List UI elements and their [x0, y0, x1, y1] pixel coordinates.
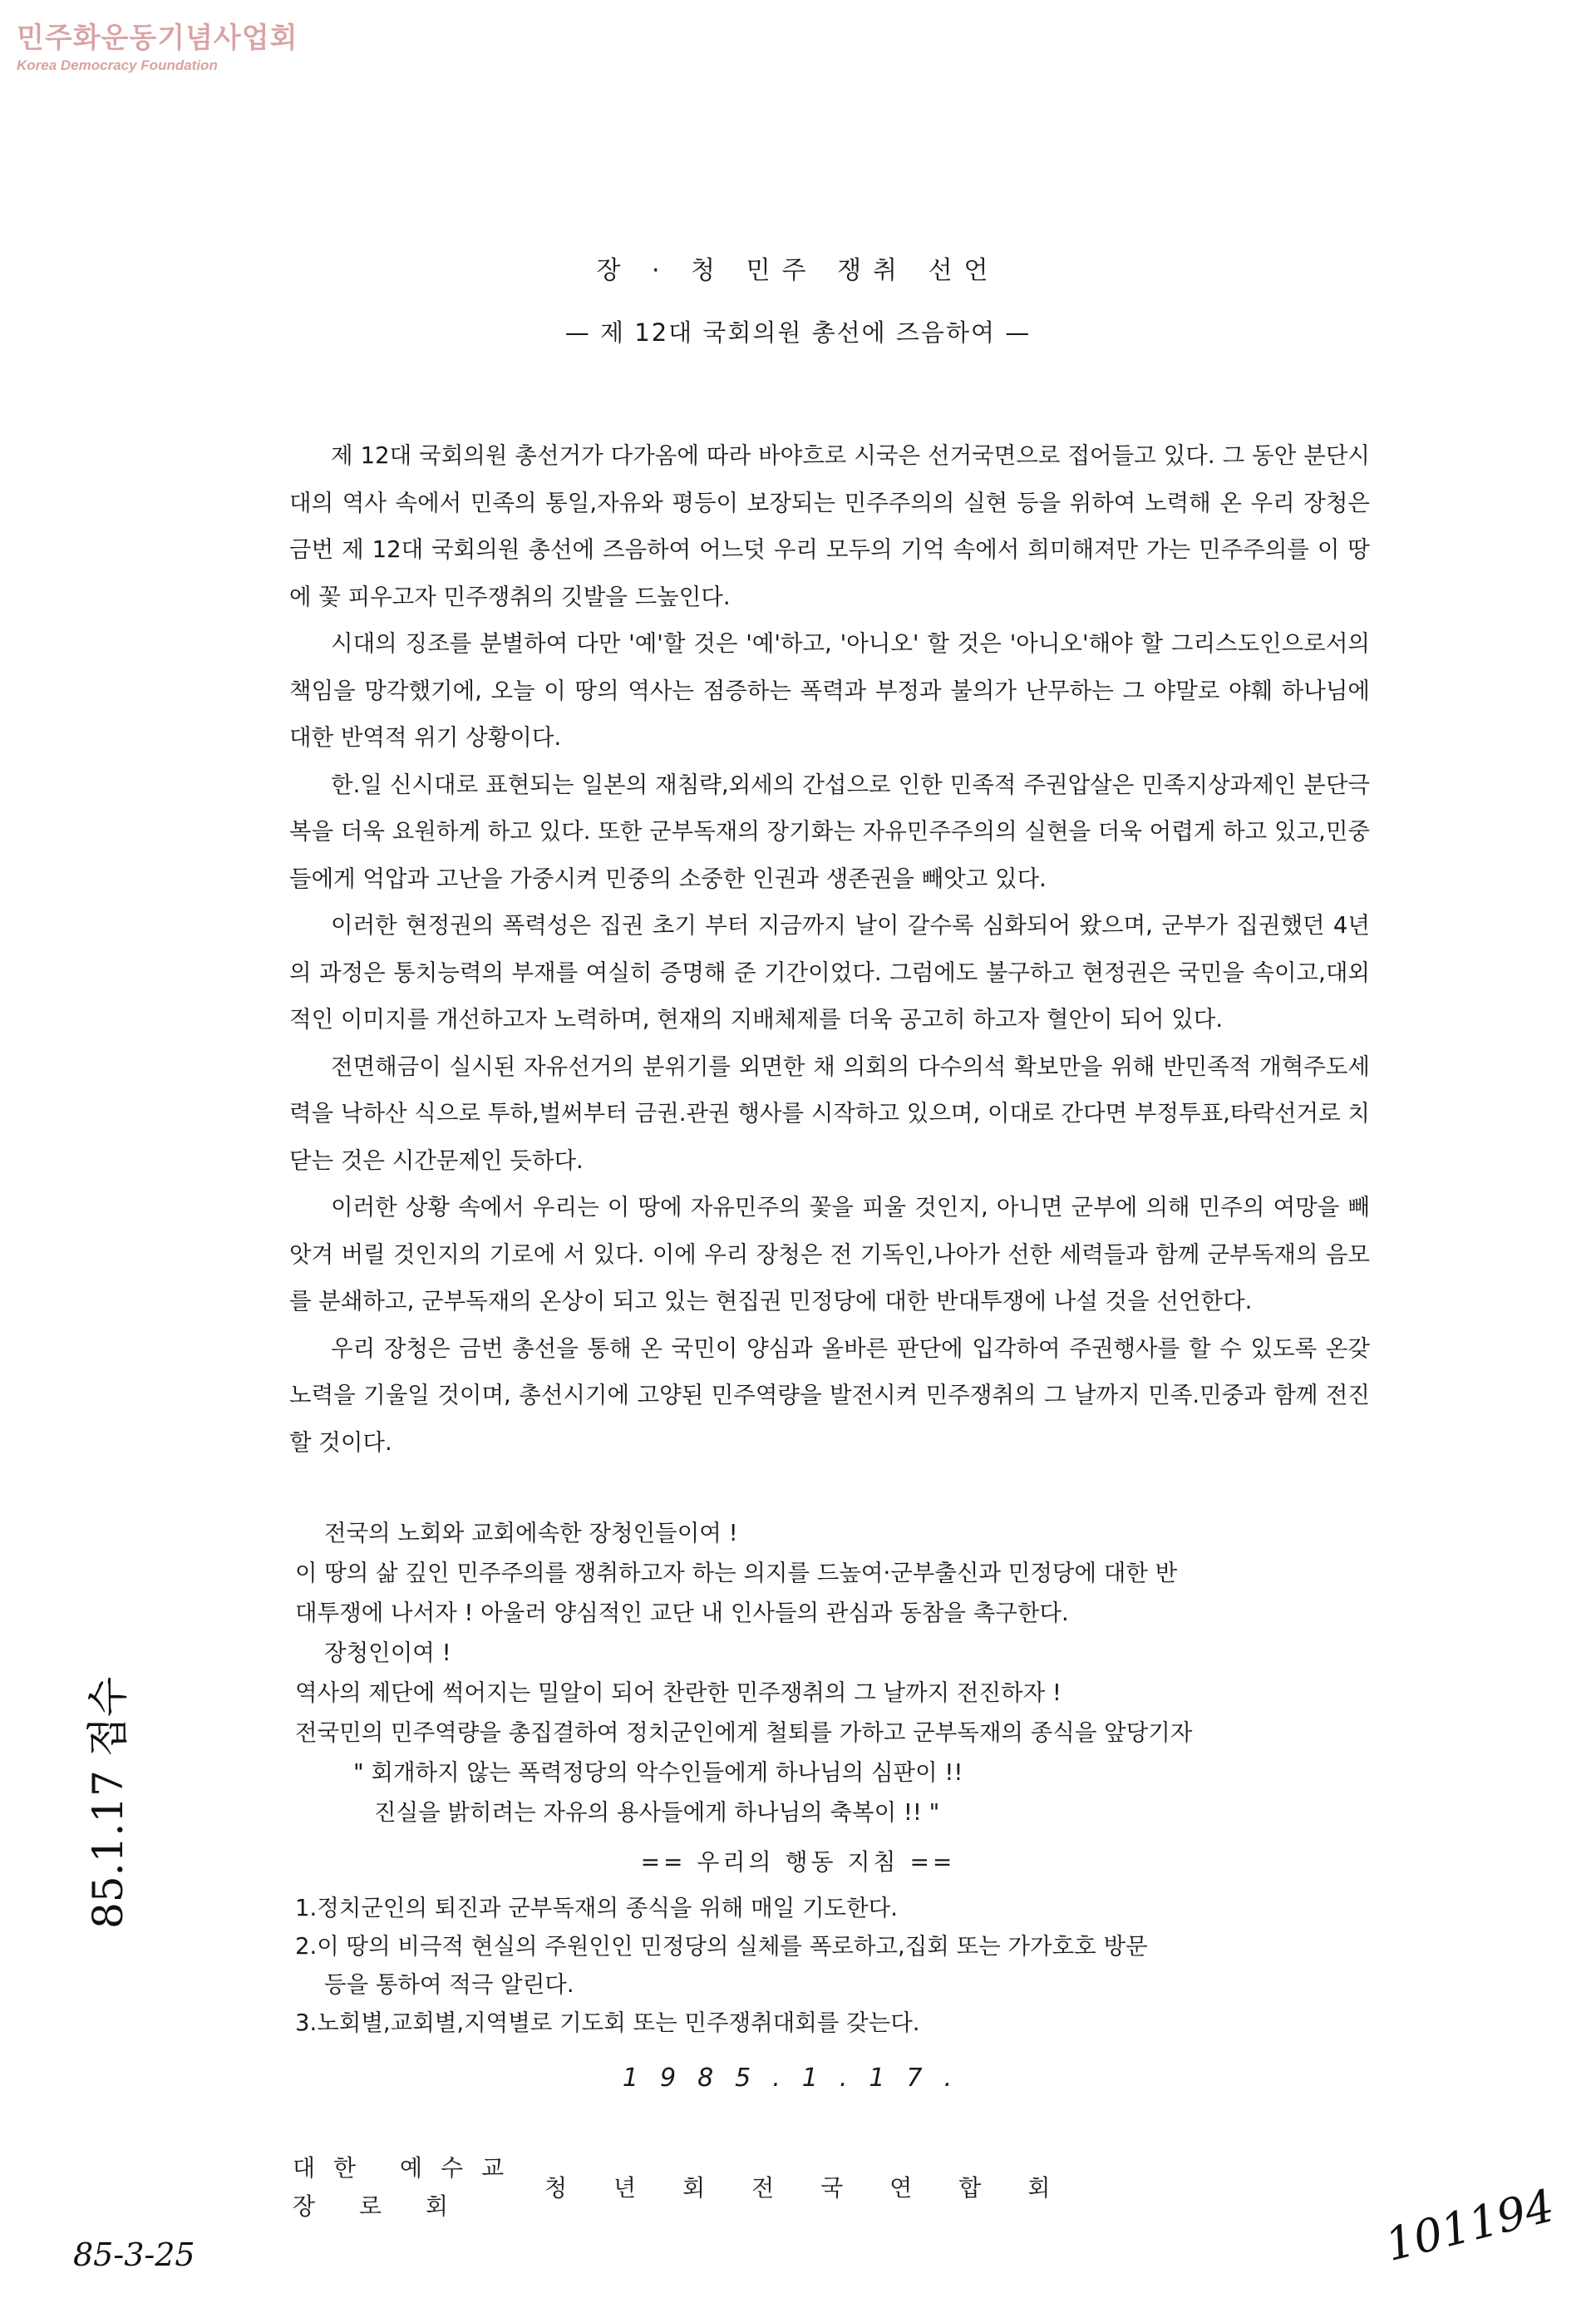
appeal-line: 전국민의 민주역량을 총집결하여 정치군인에게 철퇴를 가하고 군부독재의 종식을 앞당기자 — [295, 1719, 1193, 1746]
handwritten-archive-number: 101194 — [1380, 2179, 1559, 2271]
guide-item: 3.노회별,교회별,지역별로 기도회 또는 민주쟁취대회를 갖는다. — [295, 2010, 920, 2036]
appeal-section — [295, 1513, 1376, 1832]
appeal-line: 역사의 제단에 썩어지는 밀알이 되어 찬란한 민주쟁취의 그 날까지 전진하자 ! — [295, 1679, 1062, 1706]
appeal-line: 대투쟁에 나서자 ! 아울러 양심적인 교단 내 인사들의 관심과 동참을 촉구한다. — [295, 1600, 1069, 1626]
document-subtitle: — 제 12대 국회의원 총선에 즈음하여 — — [564, 318, 1032, 347]
paragraph: 전면해금이 실시된 자유선거의 분위기를 외면한 채 의회의 다수의석 확보만을 위해 반민족적 개혁주도세력을 낙하산 식으로 투하,벌써부터 금권.관권 행사를 시작하고 있으며, 이대로 간다면 부정투표,타락선거로 치닫는 것은 시간문제인 듯하다. — [289, 1053, 1370, 1174]
document-date: 1985.1.17. — [622, 2064, 974, 2093]
action-guide-list — [295, 1889, 1376, 2042]
guide-item: 1.정치군인의 퇴진과 군부독재의 종식을 위해 매일 기도한다. — [295, 1895, 898, 1921]
guide-item-continuation: 등을 통하여 적극 알린다. — [324, 1971, 574, 1998]
signature-line: 대한 예수교 — [293, 2154, 523, 2182]
signature-denomination — [293, 2149, 522, 2226]
document-title: 장 · 청 민주 쟁취 선언 — [596, 256, 1000, 285]
appeal-line: " 회개하지 않는 폭력정당의 악수인들에게 하나님의 심판이 !! — [353, 1759, 963, 1786]
paragraph: 한.일 신시대로 표현되는 일본의 재침략,외세의 간섭으로 인한 민족적 주권압살은 민족지상과제인 분단극복을 더욱 요원하게 하고 있다. 또한 군부독재의 장기화는 자유민주주의의 실현을 더욱 어렵게 하고 있고,민중들에게 억압과 고난을 가중시켜 민중의 소중한 인권과 생존권을 빼앗고 있다. — [289, 771, 1370, 892]
paragraph: 이러한 상황 속에서 우리는 이 땅에 자유민주의 꽃을 피울 것인지, 아니면 군부에 의해 민주의 여망을 빼앗겨 버릴 것인지의 기로에 서 있다. 이에 우리 장청은 전 기독인,나아가 선한 세력들과 함께 군부독재의 음모를 분쇄하고, 군부독재의 온상이 되고 있는 현집권 민정당에 대한 반대투쟁에 나설 것을 선언한다. — [289, 1194, 1370, 1314]
appeal-line: 장청인이여 ! — [324, 1640, 451, 1666]
watermark-korean: 민주화운동기념사업회 — [17, 22, 298, 55]
watermark-english: Korea Democracy Foundation — [17, 57, 218, 73]
action-guide-title: == 우리의 행동 지침 == — [640, 1848, 956, 1876]
appeal-line: 진실을 밝히려는 자유의 용사들에게 하나님의 축복이 !! " — [374, 1799, 940, 1826]
signature-line: 장 로 회 — [293, 2192, 466, 2220]
guide-item: 2.이 땅의 비극적 현실의 주원인인 민정당의 실체를 폭로하고,집회 또는 가가호호 방문 — [295, 1933, 1148, 1960]
handwritten-receipt-note: 85.1.17 접수 — [84, 1676, 132, 1929]
handwritten-date: 85-3-25 — [73, 2236, 195, 2273]
appeal-line: 이 땅의 삶 깊인 민주주의를 쟁취하고자 하는 의지를 드높여·군부출신과 민정당에 대한 반 — [295, 1560, 1178, 1586]
paragraph: 우리 장청은 금번 총선을 통해 온 국민이 양심과 올바른 판단에 입각하여 주권행사를 할 수 있도록 온갖 노력을 기울일 것이며, 총선시기에 고양된 민주역량을 발전시켜 민주쟁취의 그 날까지 민족.민중과 함께 전진할 것이다. — [289, 1334, 1370, 1456]
declaration-body — [289, 432, 1370, 1466]
paragraph: 시대의 징조를 분별하여 다만 '예'할 것은 '예'하고, '아니오' 할 것은 '아니오'해야 할 그리스도인으로서의 책임을 망각했기에, 오늘 이 땅의 역사는 점증하는 폭력과 부정과 불의가 난무하는 그 야말로 야훼 하나님에 대한 반역적 위기 상황이다. — [289, 630, 1370, 751]
watermark-logo — [17, 15, 298, 74]
appeal-line: 전국의 노회와 교회에속한 장청인들이여 ! — [324, 1520, 738, 1546]
signature-organization: 청년회전국연합회 — [544, 2174, 1097, 2202]
paragraph: 이러한 현정권의 폭력성은 집권 초기 부터 지금까지 날이 갈수록 심화되어 왔으며, 군부가 집권했던 4년의 과정은 통치능력의 부재를 여실히 증명해 준 기간이었다. 그럼에도 불구하고 현정권은 국민을 속이고,대외적인 이미지를 개선하고자 노력하며, 현재의 지배체제를 더욱 공고히 하고자 혈안이 되어 있다. — [289, 912, 1370, 1033]
paragraph: 제 12대 국회의원 총선거가 다가옴에 따라 바야흐로 시국은 선거국면으로 접어들고 있다. 그 동안 분단시대의 역사 속에서 민족의 통일,자유와 평등이 보장되는 민주주의의 실현 등을 위하여 노력해 온 우리 장청은 금번 제 12대 국회의원 총선에 즈음하여 어느덧 우리 모두의 기억 속에서 희미해져만 가는 민주주의를 이 땅에 꽃 피우고자 민주쟁취의 깃발을 드높인다. — [289, 442, 1370, 610]
